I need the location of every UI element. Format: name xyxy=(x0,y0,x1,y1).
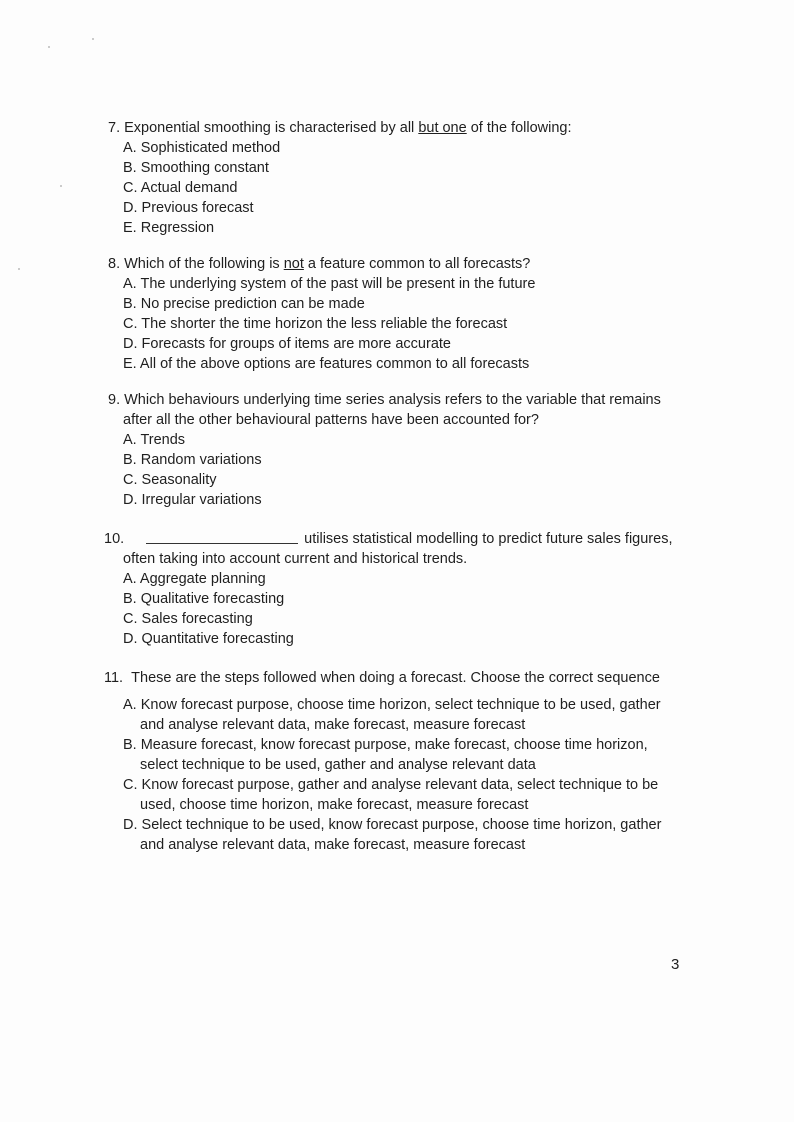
answer-blank[interactable] xyxy=(146,529,298,544)
option-b[interactable]: B. No precise prediction can be made xyxy=(123,296,365,312)
option-e[interactable]: E. Regression xyxy=(123,220,215,236)
scan-speck xyxy=(60,185,62,187)
question-10-stem-continued: often taking into account current and historical trends. xyxy=(123,551,468,567)
scan-speck xyxy=(18,268,20,270)
option-d[interactable]: D. Quantitative forecasting xyxy=(123,631,294,647)
option-a[interactable]: A. The underlying system of the past will be present in the future xyxy=(123,276,536,292)
option-a[interactable]: A. Aggregate planning xyxy=(123,571,266,587)
option-b[interactable]: B. Measure forecast, know forecast purpose, make forecast, choose time horizon, select technique to be used, gather and analyse relevant data xyxy=(123,737,648,773)
option-a[interactable]: A. Sophisticated method xyxy=(123,140,281,156)
question-9-stem: 9. Which behaviours underlying time series analysis refers to the variable that remains xyxy=(108,392,661,408)
underlined-text: but one xyxy=(418,120,467,136)
question-7-stem: 7. Exponential smoothing is characterised by all but one of the following: xyxy=(108,120,572,136)
option-e[interactable]: E. All of the above options are features common to all forecasts xyxy=(123,356,530,372)
option-a[interactable]: A. Know forecast purpose, choose time horizon, select technique to be used, gather and analyse relevant data, make forecast, measure forecast xyxy=(123,697,661,733)
option-d[interactable]: D. Forecasts for groups of items are more accurate xyxy=(123,336,451,352)
option-d[interactable]: D. Irregular variations xyxy=(123,492,262,508)
option-d[interactable]: D. Select technique to be used, know forecast purpose, choose time horizon, gather and analyse relevant data, make forecast, measure forecast xyxy=(123,817,662,853)
option-a[interactable]: A. Trends xyxy=(123,432,186,448)
question-11 xyxy=(104,668,704,855)
option-c[interactable]: C. Seasonality xyxy=(123,472,217,488)
option-b[interactable]: B. Smoothing constant xyxy=(123,160,269,176)
underlined-text: not xyxy=(283,256,304,272)
option-c[interactable]: C. Actual demand xyxy=(123,180,238,196)
option-b[interactable]: B. Qualitative forecasting xyxy=(123,591,285,607)
option-c[interactable]: C. Know forecast purpose, gather and analyse relevant data, select technique to be used, choose time horizon, make forecast, measure forecast xyxy=(123,777,659,813)
question-8-stem: 8. Which of the following is not a feature common to all forecasts? xyxy=(108,256,531,272)
question-7 xyxy=(108,118,708,238)
question-11-stem: 11. These are the steps followed when doing a forecast. Choose the correct sequence xyxy=(104,670,660,686)
question-9-stem-continued: after all the other behavioural patterns have been accounted for? xyxy=(123,412,539,428)
scan-speck xyxy=(92,38,94,40)
question-10 xyxy=(104,529,704,649)
question-8 xyxy=(108,254,708,374)
option-c[interactable]: C. The shorter the time horizon the less reliable the forecast xyxy=(123,316,508,332)
question-10-stem: 10. utilises statistical modelling to predict future sales figures, xyxy=(104,531,673,547)
option-d[interactable]: D. Previous forecast xyxy=(123,200,254,216)
scan-speck xyxy=(48,46,50,48)
question-9 xyxy=(108,390,708,510)
option-b[interactable]: B. Random variations xyxy=(123,452,262,468)
page-number: 3 xyxy=(671,956,680,973)
option-c[interactable]: C. Sales forecasting xyxy=(123,611,253,627)
